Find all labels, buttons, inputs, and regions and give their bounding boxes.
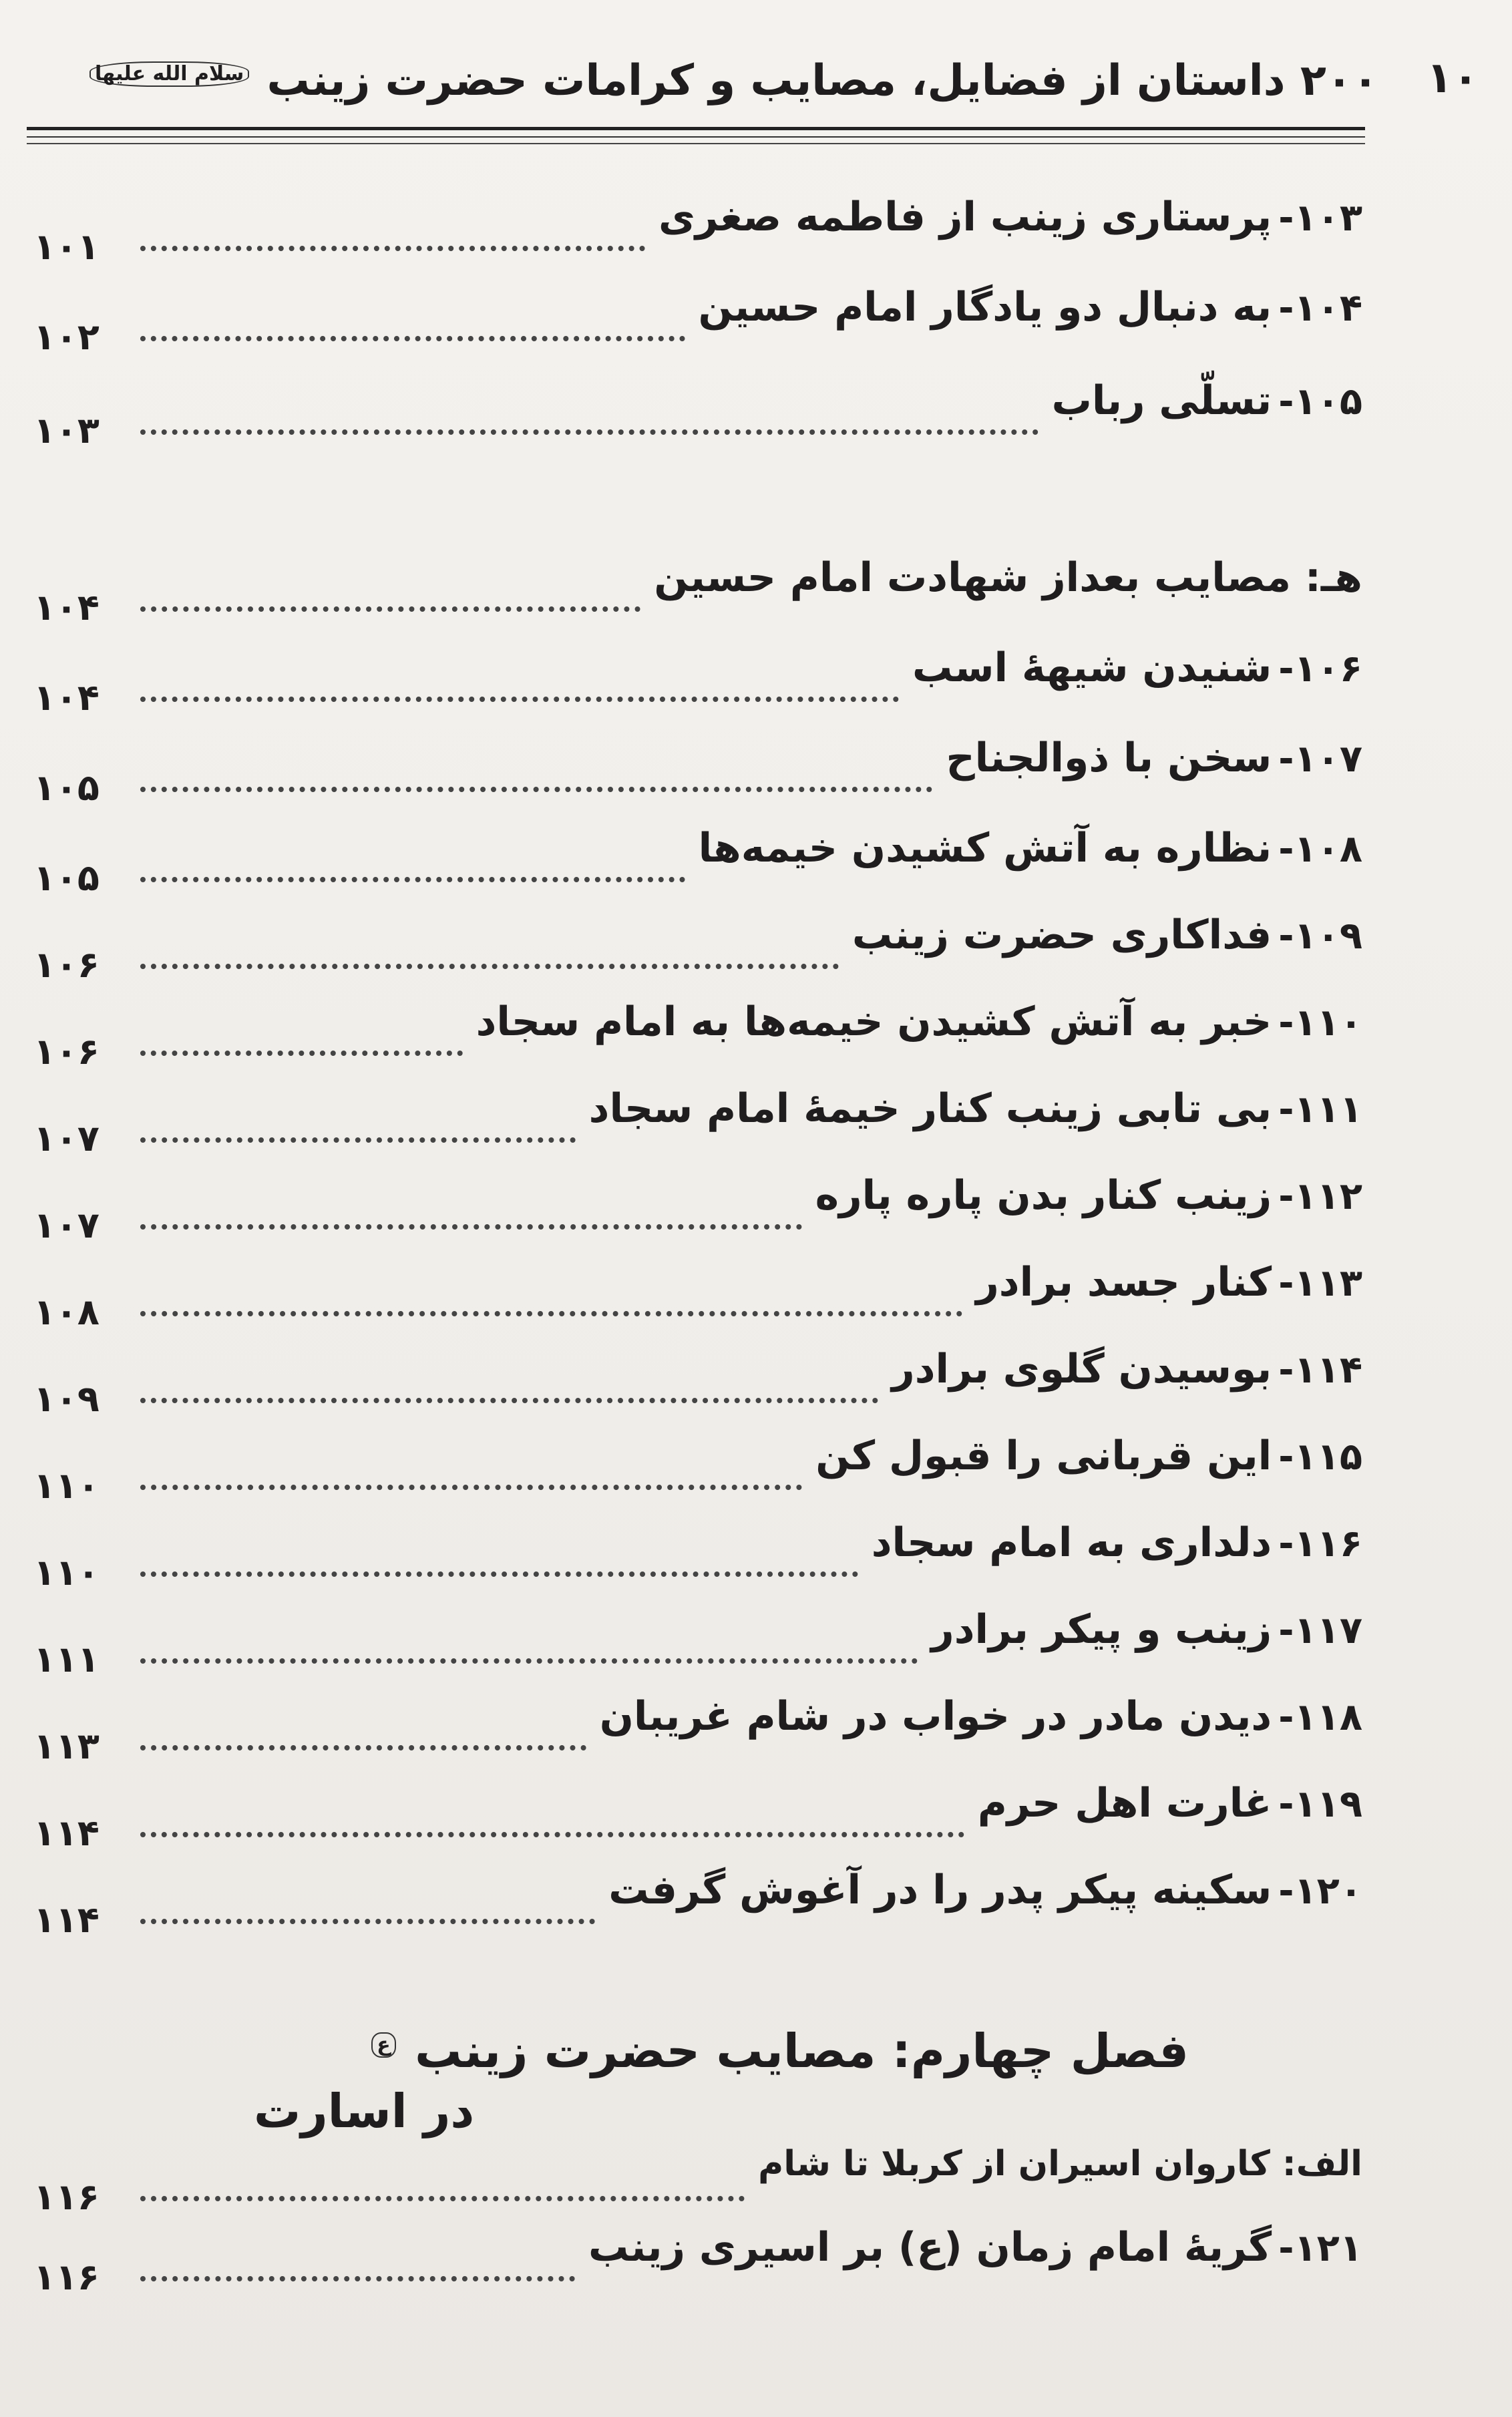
honorific-mark: ع	[371, 2032, 396, 2058]
entry-title: فداکاری حضرت زینب	[852, 912, 1272, 958]
entry-number: ۱۱۳-	[1278, 1262, 1362, 1305]
entry-page: ۱۰۵	[33, 857, 100, 899]
entry-number: ۱۱۴-	[1278, 1348, 1362, 1392]
entry-title: دیدن مادر در خواب در شام غریبان	[599, 1693, 1272, 1740]
entry-title: زینب کنار بدن پاره پاره	[815, 1172, 1272, 1219]
dot-leader	[140, 1745, 586, 1750]
toc-entry[interactable]	[33, 912, 1362, 992]
header-rule-thin-2	[27, 143, 1365, 144]
toc-entry[interactable]	[33, 1259, 1362, 1339]
toc-entry[interactable]	[33, 1693, 1362, 1773]
header-rule-thin	[27, 136, 1365, 138]
toc-section-heading[interactable]	[33, 2144, 1362, 2224]
dot-leader	[140, 697, 899, 702]
section-title: هـ: مصایب بعداز شهادت امام حسین	[654, 554, 1362, 601]
book-title-text: ۲۰۰ داستان از فضایل، مصایب و کرامات حضرت زینب	[266, 56, 1378, 106]
section-page: ۱۱۶	[33, 2176, 100, 2218]
toc-entry[interactable]	[33, 998, 1362, 1079]
dot-leader	[140, 1571, 858, 1577]
dot-leader	[140, 1485, 802, 1490]
toc-entry[interactable]	[33, 825, 1362, 905]
entry-title: این قربانی را قبول کن	[815, 1433, 1272, 1479]
entry-title: خبر به آتش کشیدن خیمه‌ها به امام سجاد	[476, 998, 1272, 1045]
entry-page: ۱۰۵	[33, 767, 100, 809]
entry-number: ۱۰۵-	[1278, 380, 1362, 423]
dot-leader	[140, 1919, 595, 1924]
entry-title: سخن با ذوالجناح	[946, 735, 1272, 781]
toc-entry[interactable]	[33, 1519, 1362, 1600]
entry-title: به دنبال دو یادگار امام حسین	[698, 284, 1272, 331]
dot-leader	[140, 429, 1038, 435]
entry-title: بوسیدن گلوی برادر	[892, 1346, 1272, 1392]
dot-leader	[140, 246, 645, 251]
dot-leader	[140, 1658, 918, 1664]
toc-entry[interactable]	[33, 1085, 1362, 1165]
entry-page: ۱۰۶	[33, 1031, 100, 1073]
dot-leader	[140, 1224, 802, 1230]
entry-number: ۱۲۰-	[1278, 1869, 1362, 1913]
toc-entry[interactable]	[33, 1433, 1362, 1513]
toc-entry[interactable]	[33, 1606, 1362, 1686]
dot-leader	[140, 1398, 878, 1403]
honorific-mark: سلام الله علیها	[89, 61, 249, 87]
toc-entry[interactable]	[33, 2224, 1362, 2304]
book-title	[27, 56, 1378, 106]
entry-number: ۱۰۶-	[1278, 647, 1362, 691]
entry-page: ۱۰۸	[33, 1291, 100, 1333]
entry-title: گریهٔ امام زمان (ع) بر اسیری زینب	[588, 2224, 1272, 2271]
entry-number: ۱۱۰-	[1278, 1001, 1362, 1045]
entry-title: کنار جسد برادر	[976, 1259, 1272, 1306]
entry-page: ۱۱۴	[33, 1812, 100, 1854]
entry-title: سکینه پیکر پدر را در آغوش گرفت	[608, 1867, 1272, 1913]
dot-leader	[140, 1832, 964, 1837]
entry-number: ۱۱۱-	[1278, 1088, 1362, 1131]
dot-leader	[140, 964, 839, 969]
entry-number: ۱۰۴-	[1278, 287, 1362, 330]
entry-page: ۱۰۷	[33, 1204, 100, 1246]
toc-entry[interactable]	[33, 1346, 1362, 1426]
chapter-heading	[254, 2024, 1189, 2078]
dot-leader	[140, 606, 640, 612]
chapter-heading-line2: در اسارت	[254, 2084, 475, 2139]
entry-number: ۱۰۸-	[1278, 827, 1362, 871]
entry-page: ۱۱۰	[33, 1465, 100, 1507]
entry-page: ۱۰۹	[33, 1378, 100, 1420]
dot-leader	[140, 336, 685, 341]
entry-title: بی تابی زینب کنار خیمهٔ امام سجاد	[588, 1085, 1272, 1132]
entry-page: ۱۱۱	[33, 1638, 100, 1680]
entry-page: ۱۱۰	[33, 1551, 100, 1594]
entry-number: ۱۰۹-	[1278, 914, 1362, 958]
entry-title: پرستاری زینب از فاطمه صغری	[658, 194, 1272, 240]
toc-entry[interactable]	[33, 194, 1362, 274]
entry-title: نظاره به آتش کشیدن خیمه‌ها	[698, 825, 1272, 872]
toc-entry[interactable]	[33, 377, 1362, 457]
entry-number: ۱۱۷-	[1278, 1609, 1362, 1652]
entry-title: شنیدن شیههٔ اسب	[912, 644, 1272, 691]
entry-title: زینب و پیکر برادر	[931, 1606, 1272, 1653]
entry-number: ۱۱۸-	[1278, 1696, 1362, 1739]
entry-page: ۱۰۷	[33, 1117, 100, 1159]
entry-number: ۱۱۶-	[1278, 1522, 1362, 1565]
toc-entry[interactable]	[33, 1780, 1362, 1860]
page-header	[27, 40, 1479, 134]
header-rule-thick	[27, 127, 1365, 130]
entry-title: غارت اهل حرم	[977, 1780, 1272, 1827]
entry-number: ۱۱۵-	[1278, 1435, 1362, 1479]
chapter-title: فصل چهارم: مصایب حضرت زینب	[415, 2024, 1189, 2078]
toc-entry[interactable]	[33, 644, 1362, 725]
toc-entry[interactable]	[33, 284, 1362, 364]
dot-leader	[140, 1137, 576, 1143]
entry-title: دلداری به امام سجاد	[871, 1519, 1272, 1566]
section-page: ۱۰۴	[33, 586, 100, 628]
toc-entry[interactable]	[33, 1867, 1362, 1947]
entry-number: ۱۲۱-	[1278, 2227, 1362, 2270]
entry-number: ۱۰۷-	[1278, 737, 1362, 781]
dot-leader	[140, 787, 932, 792]
toc-entry[interactable]	[33, 735, 1362, 815]
entry-page: ۱۰۲	[33, 316, 100, 358]
entry-page: ۱۰۶	[33, 944, 100, 986]
dot-leader	[140, 877, 685, 882]
dot-leader	[140, 1051, 463, 1056]
entry-page: ۱۰۴	[33, 677, 100, 719]
entry-page: ۱۱۴	[33, 1899, 100, 1941]
entry-page: ۱۱۶	[33, 2256, 100, 2298]
entry-page: ۱۱۳	[33, 1725, 100, 1767]
section-title: الف: کاروان اسیران از کربلا تا شام	[758, 2144, 1362, 2184]
entry-page: ۱۰۳	[33, 409, 100, 451]
entry-title: تسلّی رباب	[1051, 377, 1272, 424]
toc-entry[interactable]	[33, 1172, 1362, 1252]
dot-leader	[140, 1311, 962, 1316]
page-number: ۱۰	[1426, 53, 1479, 103]
entry-number: ۱۱۹-	[1278, 1783, 1362, 1826]
entry-page: ۱۰۱	[33, 226, 100, 268]
dot-leader	[140, 2276, 575, 2281]
dot-leader	[140, 2196, 745, 2201]
entry-number: ۱۰۳-	[1278, 196, 1362, 240]
entry-number: ۱۱۲-	[1278, 1175, 1362, 1218]
toc-section-heading[interactable]	[33, 554, 1362, 634]
